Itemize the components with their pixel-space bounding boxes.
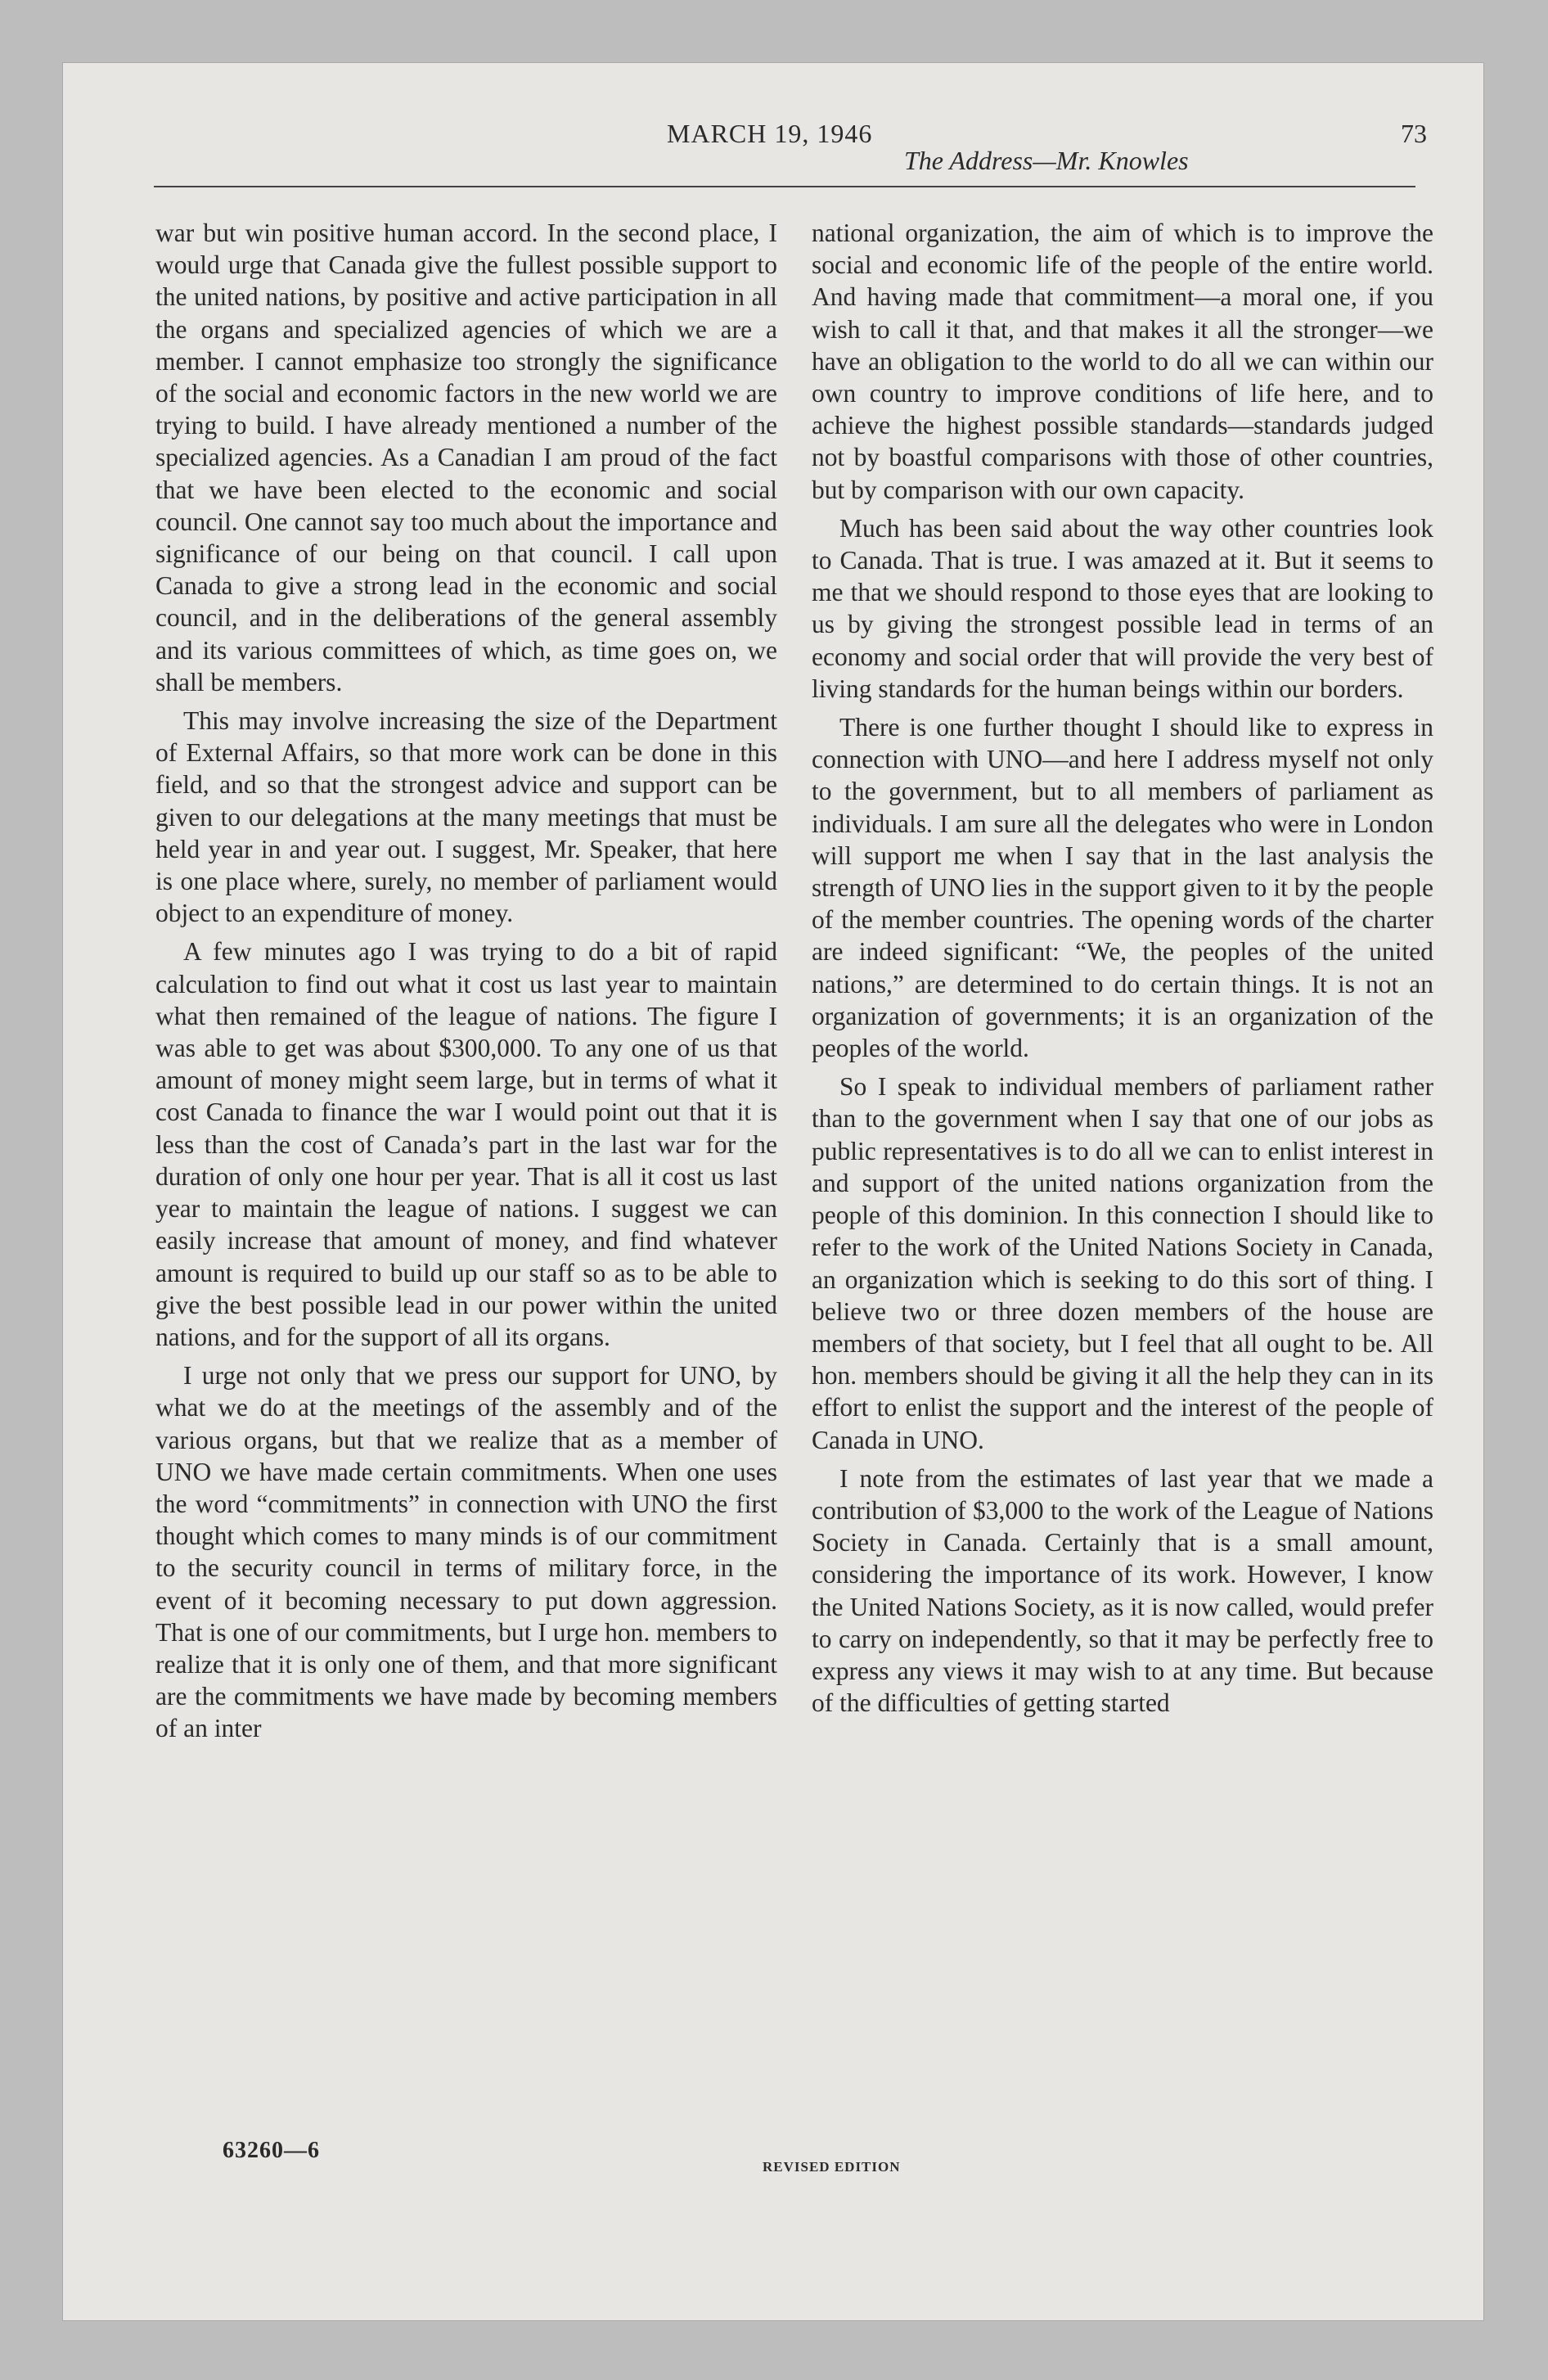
right-column <box>812 217 1433 1725</box>
page-number: 73 <box>1401 119 1427 148</box>
running-title: The Address—Mr. Knowles <box>904 146 1189 175</box>
paragraph: Much has been said about the way other countries look to Canada. That is true. I was amazed at it. But it seems to me that we should respond to those eyes that are looking to us by giving the strongest possible lead in terms of an economy and social order that will provide the very best of living standards for the human beings within our borders. <box>812 513 1433 703</box>
header-rule <box>154 186 1415 187</box>
paragraph: war but win positive human accord. In the second place, I would urge that Canada give the fullest possible support to the united nations, by positive and active participation in all the organs and specialized agencies of which we are a member. I cannot emphasize too strongly the significance of the social and economic factors in the new world we are trying to build. I have already mentioned a number of the specialized agencies. As a Canadian I am proud of the fact that we have been elected to the economic and social council. One cannot say too much about the importance and significance of our being on that council. I call upon Canada to give a strong lead in the economic and social council, and in the deliberations of the general assembly and its various committees of which, as time goes on, we shall be members. <box>155 219 777 696</box>
paragraph: national organization, the aim of which is to improve the social and economic life of the people of the entire world. And having made that commitment—a moral one, if you wish to call it that, and that makes it all the stronger—we have an obligation to the world to do all we can within our own country to improve conditions of life here, and to achieve the highest possible standards—standards judged not by boastful comparisons with those of other countries, but by comparison with our own capacity. <box>812 219 1433 504</box>
paragraph: There is one further thought I should like to express in connection with UNO—and here I address myself not only to the government, but to all members of parliament as individuals. I am sure all the delegates who were in London will support me when I say that in the last analysis the strength of UNO lies in the support given to it by the people of the member countries. The opening words of the charter are indeed significant: “We, the peoples of the united nations,” are determined to do certain things. It is not an organization of governments; it is an organization of the peoples of the world. <box>812 713 1433 1063</box>
page-date: MARCH 19, 1946 <box>667 119 873 148</box>
paragraph: So I speak to individual members of parliament rather than to the government when I say that one of our jobs as public representatives is to do all we can to enlist interest in and support of the united nations organization from the people of this dominion. In this connection I should like to refer to the work of the United Nations Society in Canada, an organization which is seeking to do this sort of thing. I believe two or three dozen members of the house are members of that society, but I feel that all ought to be. All hon. members should be giving it all the help they can in its effort to enlist the support and the interest of the people of Canada in UNO. <box>812 1072 1433 1454</box>
paragraph: A few minutes ago I was trying to do a bit of rapid calculation to find out what it cost us last year to maintain what then remained of the league of nations. The figure I was able to get was about $300,000. To any one of us that amount of money might seem large, but in terms of what it cost Canada to finance the war I would point out that it is less than the cost of Canada’s part in the last war for the duration of only one hour per year. That is all it cost us last year to maintain the league of nations. I suggest we can easily increase that amount of money, and find whatever amount is required to build up our staff so as to be able to give the best possible lead in our power within the united nations, and for the support of all its organs. <box>155 937 777 1351</box>
edition-note: REVISED EDITION <box>763 2159 901 2175</box>
paragraph: I note from the estimates of last year that we made a contribution of $3,000 to the work of the League of Nations Society in Canada. Certainly that is a small amount, considering the importance of its work. However, I know the United Nations Society, as it is now called, would prefer to carry on independently, so that it may be perfectly free to express any views it may wish to at any time. But because of the difficulties of getting started <box>812 1463 1433 1718</box>
printer-signature: 63260—6 <box>223 2138 320 2163</box>
paragraph: I urge not only that we press our support for UNO, by what we do at the meetings of the assembly and of the various organs, but that we realize that as a member of UNO we have made certain commitments. When one uses the word “commitments” in connection with UNO the first thought which comes to many minds is of our commitment to the security council in terms of military force, in the event of it becoming necessary to put down aggression. That is one of our commitments, but I urge hon. members to realize that it is only one of them, and that more significant are the commitments we have made by becoming members of an inter <box>155 1361 777 1743</box>
left-column <box>155 217 777 1751</box>
paragraph: This may involve increasing the size of the Department of External Affairs, so that more work can be done in this field, and so that the strongest advice and support can be given to our delegations at the many meetings that must be held year in and year out. I suggest, Mr. Speaker, that here is one place where, surely, no member of parliament would object to an expenditure of money. <box>155 706 777 928</box>
